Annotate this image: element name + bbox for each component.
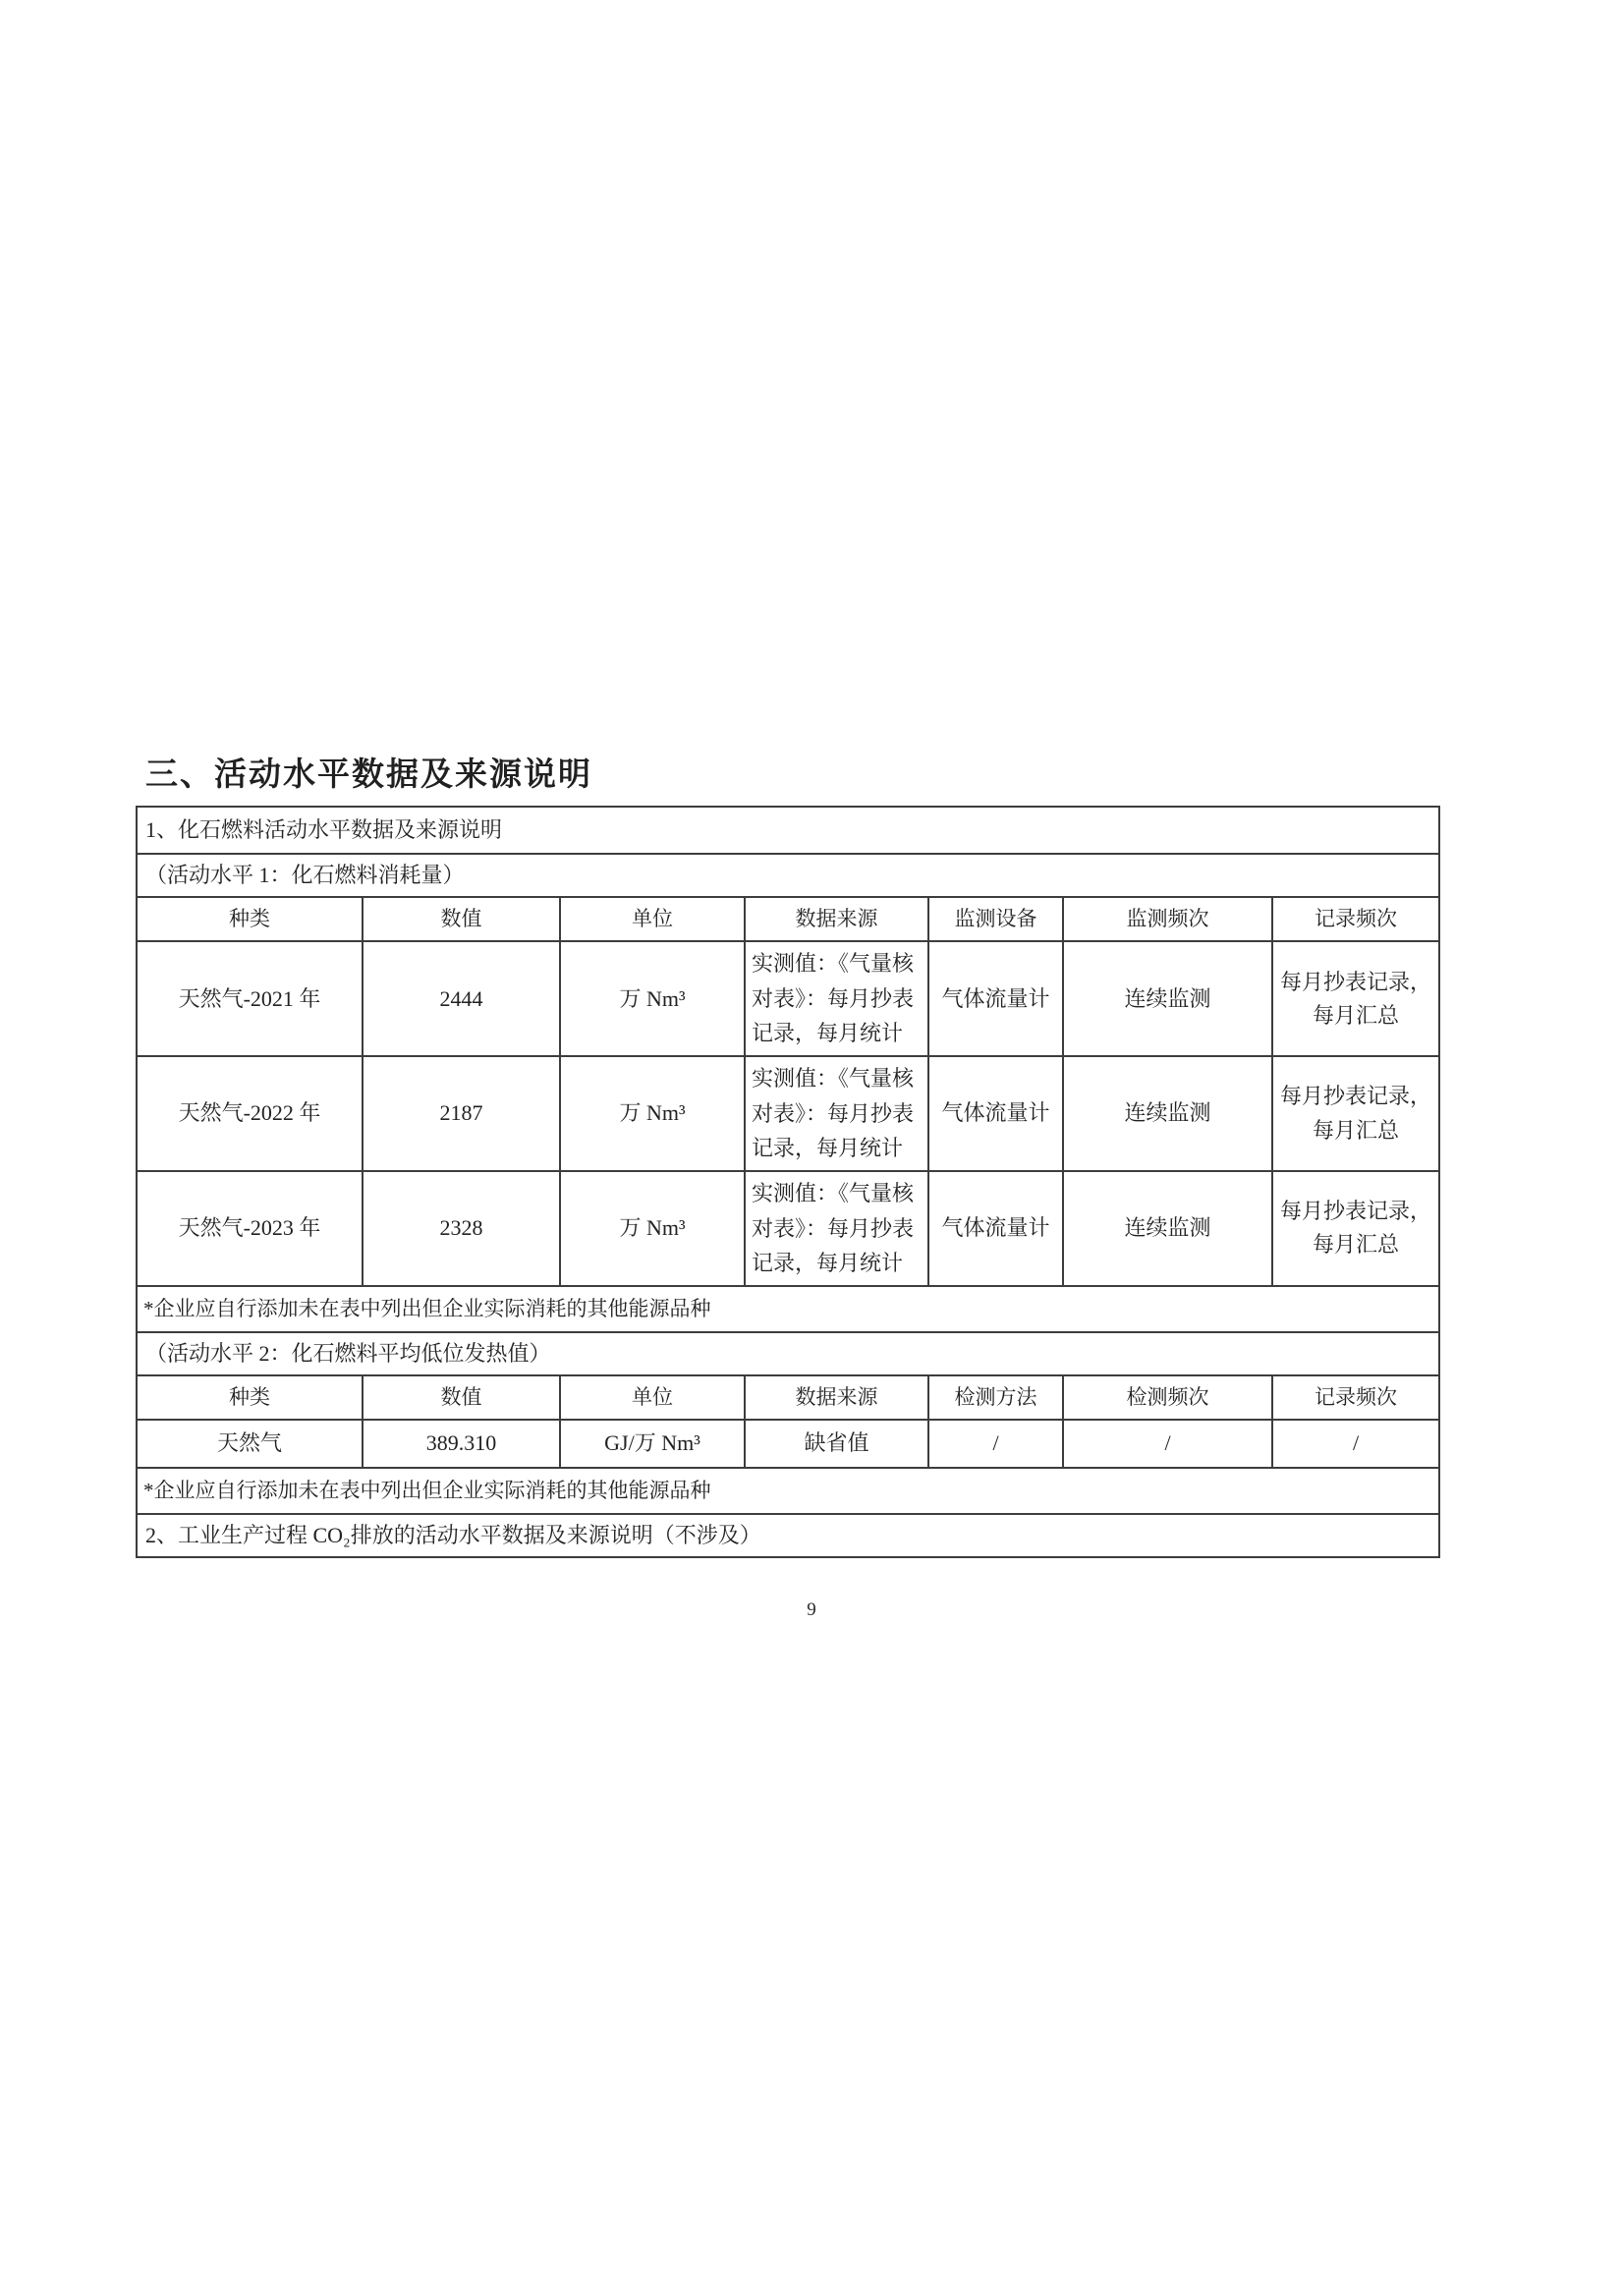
col-header-frequency: 监测频次: [1063, 897, 1272, 941]
cell-unit: 万 Nm³: [560, 1056, 745, 1171]
table-row-section1: [137, 807, 1439, 854]
col-header-unit: 单位: [560, 897, 745, 941]
page-number: 9: [807, 1599, 816, 1620]
col-header-test-frequency: 检测频次: [1063, 1375, 1272, 1420]
col-header-type: 种类: [137, 1375, 363, 1420]
table-row-gas-2022: [137, 1056, 1439, 1171]
cell-record-frequency: 每月抄表记录，每月汇总: [1272, 1171, 1439, 1286]
section1-title: 1、化石燃料活动水平数据及来源说明: [137, 807, 1439, 854]
col-header-device: 监测设备: [928, 897, 1063, 941]
col-header-type: 种类: [137, 897, 363, 941]
cell-data-source: 实测值：《气量核对表》：每月抄表记录，每月统计: [745, 1056, 928, 1171]
cell-value: 2328: [363, 1171, 560, 1286]
table-row-activity2-title: [137, 1332, 1439, 1375]
cell-record-frequency: 每月抄表记录，每月汇总: [1272, 1056, 1439, 1171]
cell-test-method: /: [928, 1420, 1063, 1468]
col-header-test-method: 检测方法: [928, 1375, 1063, 1420]
cell-monitor-frequency: 连续监测: [1063, 941, 1272, 1056]
cell-unit: 万 Nm³: [560, 1171, 745, 1286]
activity2-header-row: [137, 1375, 1439, 1420]
cell-record-frequency: /: [1272, 1420, 1439, 1468]
activity1-header-row: [137, 897, 1439, 941]
activity2-note: *企业应自行添加未在表中列出但企业实际消耗的其他能源品种: [137, 1468, 1439, 1514]
col-header-value: 数值: [363, 1375, 560, 1420]
col-header-source: 数据来源: [745, 897, 928, 941]
section2-title: 2、工业生产过程 CO₂排放的活动水平数据及来源说明（不涉及）: [137, 1514, 1439, 1557]
cell-unit: 万 Nm³: [560, 941, 745, 1056]
table-row-gas-2023: [137, 1171, 1439, 1286]
activity2-title: （活动水平 2：化石燃料平均低位发热值）: [137, 1332, 1439, 1375]
cell-data-source: 实测值：《气量核对表》：每月抄表记录，每月统计: [745, 941, 928, 1056]
cell-monitor-frequency: 连续监测: [1063, 1056, 1272, 1171]
cell-monitor-device: 气体流量计: [928, 1056, 1063, 1171]
cell-fuel-type: 天然气-2021 年: [137, 941, 363, 1056]
col-header-value: 数值: [363, 897, 560, 941]
cell-value: 2187: [363, 1056, 560, 1171]
activity1-note: *企业应自行添加未在表中列出但企业实际消耗的其他能源品种: [137, 1286, 1439, 1332]
table-row-note2: [137, 1468, 1439, 1514]
col-header-record: 记录频次: [1272, 897, 1439, 941]
cell-data-source: 实测值：《气量核对表》：每月抄表记录，每月统计: [745, 1171, 928, 1286]
cell-monitor-device: 气体流量计: [928, 941, 1063, 1056]
activity-data-table: [136, 806, 1440, 1558]
table-row-note1: [137, 1286, 1439, 1332]
cell-value: 389.310: [363, 1420, 560, 1468]
table-row-activity1-title: [137, 854, 1439, 897]
section-heading: 三、活动水平数据及来源说明: [145, 757, 592, 793]
cell-value: 2444: [363, 941, 560, 1056]
cell-monitor-frequency: 连续监测: [1063, 1171, 1272, 1286]
cell-fuel-type: 天然气: [137, 1420, 363, 1468]
table-row-gas-2021: [137, 941, 1439, 1056]
cell-fuel-type: 天然气-2023 年: [137, 1171, 363, 1286]
cell-fuel-type: 天然气-2022 年: [137, 1056, 363, 1171]
cell-record-frequency: 每月抄表记录，每月汇总: [1272, 941, 1439, 1056]
cell-monitor-device: 气体流量计: [928, 1171, 1063, 1286]
activity1-title: （活动水平 1：化石燃料消耗量）: [137, 854, 1439, 897]
cell-data-source: 缺省值: [745, 1420, 928, 1468]
cell-test-frequency: /: [1063, 1420, 1272, 1468]
col-header-source: 数据来源: [745, 1375, 928, 1420]
col-header-unit: 单位: [560, 1375, 745, 1420]
table-row-gas-heating-value: [137, 1420, 1439, 1468]
table-row-section2: [137, 1514, 1439, 1557]
cell-unit: GJ/万 Nm³: [560, 1420, 745, 1468]
col-header-record: 记录频次: [1272, 1375, 1439, 1420]
